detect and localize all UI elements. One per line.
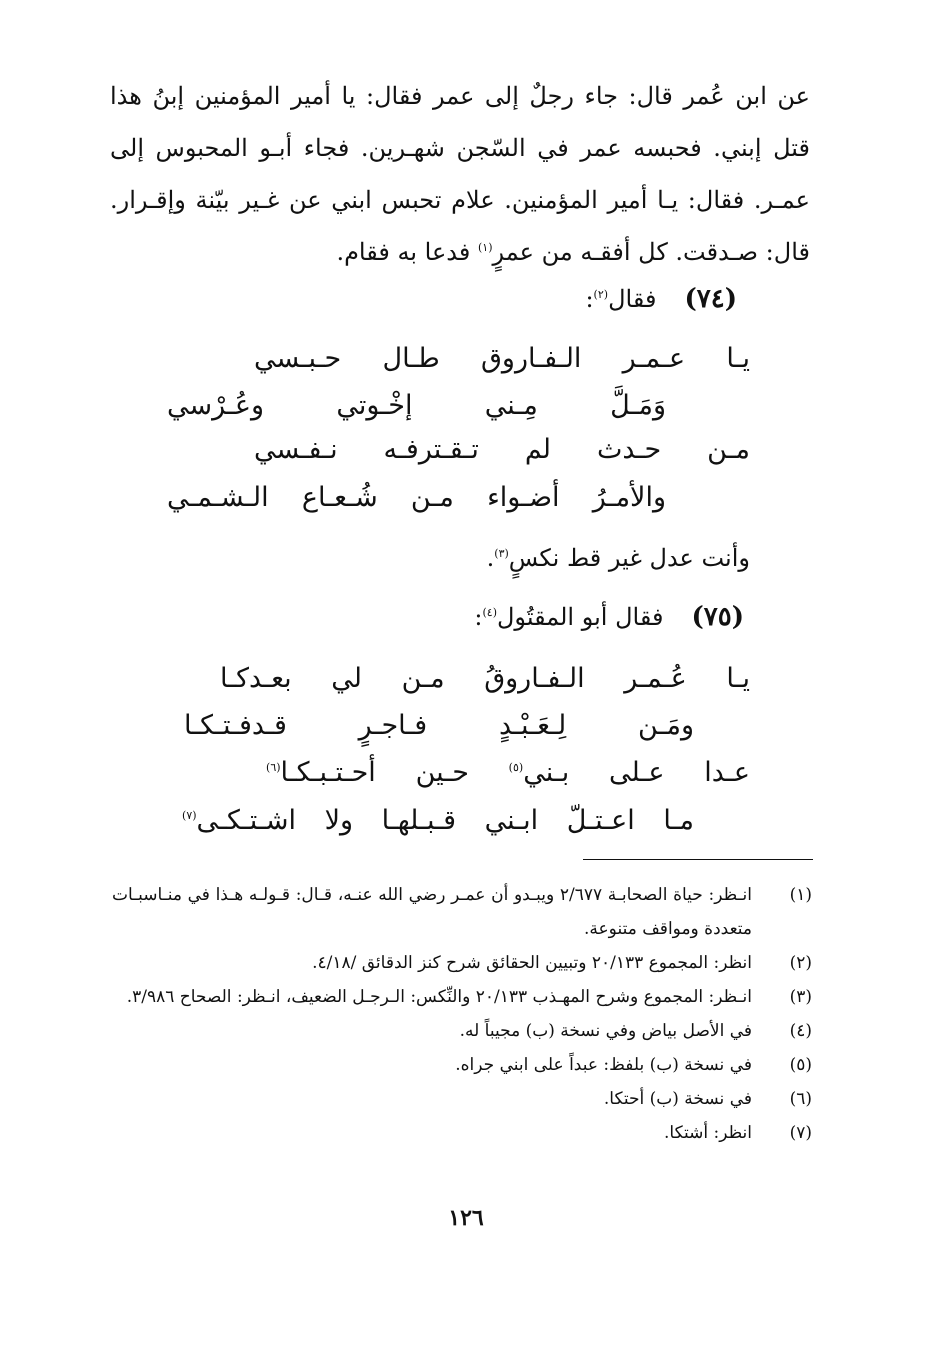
verse-word: تـقـترفـه	[383, 434, 479, 465]
verse-word: عُـمـر	[624, 663, 687, 694]
verse-75-1	[220, 656, 750, 702]
footnote-text: انـظر: المجموع وشرح المهـذب ٢٠/١٣٣ والنِّكس: الـرجـل الضعيف، انـظر: الصحاح ٣/٩٨٦.	[126, 987, 752, 1007]
verse-word: وَمَـلَّ	[610, 390, 666, 421]
footnote-number: (٢)	[789, 953, 812, 973]
section-75-colon: :	[474, 603, 483, 631]
footnote-number: (٤)	[789, 1021, 812, 1041]
footnote-number: (٦)	[789, 1089, 812, 1109]
verse-word: الـفـاروقُ	[484, 663, 585, 694]
verse-word: لم	[524, 434, 552, 465]
section-74-colon: :	[585, 285, 594, 313]
verse-75-3	[266, 750, 750, 796]
footnote-number: (١)	[789, 885, 812, 905]
footnote-ref-6[interactable]: (٦)	[266, 761, 281, 774]
verse-word: مـن	[410, 482, 454, 513]
verse-word: مـن	[707, 434, 750, 465]
verse-word-with-fn	[509, 750, 570, 796]
section-75-label: فقال أبو المقتُول	[496, 603, 664, 631]
verse-word: قـبـلهـا	[381, 805, 456, 836]
footnote-ref-4[interactable]: (٤)	[482, 606, 497, 619]
footnote-ref-2[interactable]: (٢)	[593, 288, 609, 301]
verse-74-2	[167, 383, 666, 429]
footnote-number: (٥)	[789, 1055, 812, 1075]
verse-word: بعـدكـا	[220, 663, 292, 694]
verse-word: بـني	[523, 757, 570, 788]
verse-word: لِـعَـبْـدٍ	[498, 710, 567, 741]
footnote-text: انـظر: حياة الصحابـة ٢/٦٧٧ ويبـدو أن عمـر رضي الله عنـه، قـال: قـولـه هـذا في منـاسبـات متعددة ومواقف متنوعة.	[112, 885, 752, 939]
verse-word: ابـني	[484, 805, 539, 836]
footnote-text: انظر: المجموع ٢٠/١٣٣ وتبيين الحقائق شرح كنز الدقائق /٤/١٨.	[312, 953, 752, 973]
verse-word: عـدا	[704, 757, 750, 788]
verse-74-1	[254, 336, 750, 382]
footnote-2	[112, 946, 812, 980]
page-number: ١٢٦	[448, 1205, 484, 1231]
verse-word: عـلى	[609, 757, 665, 788]
footnote-separator	[583, 859, 813, 860]
section-75-number: (٧٥)	[691, 602, 744, 632]
verse-word: ومَـن	[638, 710, 694, 741]
footnote-ref-7[interactable]: (٧)	[182, 809, 197, 822]
verse-word: أضـواء	[487, 482, 560, 513]
verse-word: الـفـاروق	[480, 343, 582, 374]
verse-word: مـا	[663, 805, 694, 836]
footnote-7	[112, 1116, 812, 1150]
footnotes-list	[112, 878, 812, 1150]
verse-word: مـن	[401, 663, 445, 694]
footnote-number: (٧)	[789, 1123, 812, 1143]
verse-word: إخْـوتي	[336, 390, 413, 421]
prose-tail: فدعا به فقام.	[336, 238, 478, 266]
section-74-label: فقال	[608, 285, 657, 313]
footnote-ref-1[interactable]: (١)	[478, 241, 493, 254]
verse-word: مِـني	[484, 390, 538, 421]
footnote-text: في الأصل بياض وفي نسخة (ب) مجيباً له.	[459, 1021, 752, 1041]
section-74-closing	[487, 538, 750, 578]
verse-word: الـشـمـي	[167, 482, 269, 513]
section-75-heading	[474, 597, 744, 637]
verse-word: نـفـسي	[254, 434, 338, 465]
verse-word: أحـتـبـكـا	[280, 757, 376, 788]
verse-word: يـا	[726, 663, 750, 694]
verse-word: فـاجـرٍ	[358, 710, 428, 741]
verse-word: طـال	[382, 343, 440, 374]
verse-word: عـمـر	[622, 343, 686, 374]
verse-word: قـدفـتـكـا	[184, 710, 287, 741]
verse-word: اشـتـكـى	[196, 805, 296, 836]
verse-word-with-fn	[182, 798, 296, 844]
footnote-ref-3[interactable]: (٣)	[494, 547, 509, 560]
prose-paragraph	[110, 70, 810, 278]
verse-word: وعُـرْسي	[167, 390, 265, 421]
verse-word: حـدث	[596, 434, 662, 465]
closing-end: .	[486, 544, 495, 572]
footnote-5	[112, 1048, 812, 1082]
section-74-heading	[585, 279, 737, 319]
verse-word: اعـتـلّ	[566, 805, 635, 836]
verse-74-4	[167, 475, 666, 521]
verse-74-3	[254, 427, 750, 473]
footnote-text: انظر: أشتكا.	[664, 1123, 752, 1143]
footnote-text: في نسخة (ب) أحتكا.	[603, 1089, 752, 1109]
footnote-ref-5[interactable]: (٥)	[508, 761, 524, 774]
footnote-3	[112, 980, 812, 1014]
footnote-text: في نسخة (ب) بلفظ: عبداً على ابني جراه.	[455, 1055, 752, 1075]
prose-text: عن ابن عُمر قال: جاء رجلٌ إلى عمر فقال: يا أمير المؤمنين إبنُ هذا قتل إبني. فحبسه عمر في السّجن شهـرين. فجاء أبـو المحبوس إلى عمـر. فقال: يـا أمير المؤمنين. علام تحبس ابني عن غـير بيّنة وإقـرار. قال: صـدقت. كل أفقـه من عمرٍ	[110, 82, 810, 266]
verse-word: شُـعـاع	[301, 482, 378, 513]
verse-75-2	[184, 703, 694, 749]
verse-word: حـين	[415, 757, 469, 788]
verse-word: لي	[331, 663, 362, 694]
verse-word: حـبـسي	[254, 343, 342, 374]
footnote-4	[112, 1014, 812, 1048]
section-74-number: (٧٤)	[684, 284, 737, 314]
footnote-6	[112, 1082, 812, 1116]
verse-word: ولا	[324, 805, 353, 836]
verse-word-with-fn	[266, 750, 376, 796]
footnote-number: (٣)	[789, 987, 812, 1007]
verse-word: والأمـرُ	[592, 482, 666, 513]
verse-75-4	[182, 798, 694, 844]
verse-word: يـا	[726, 343, 750, 374]
footnote-1	[112, 878, 812, 946]
closing-text: وأنت عدل غير قط نكسٍ	[508, 544, 750, 572]
